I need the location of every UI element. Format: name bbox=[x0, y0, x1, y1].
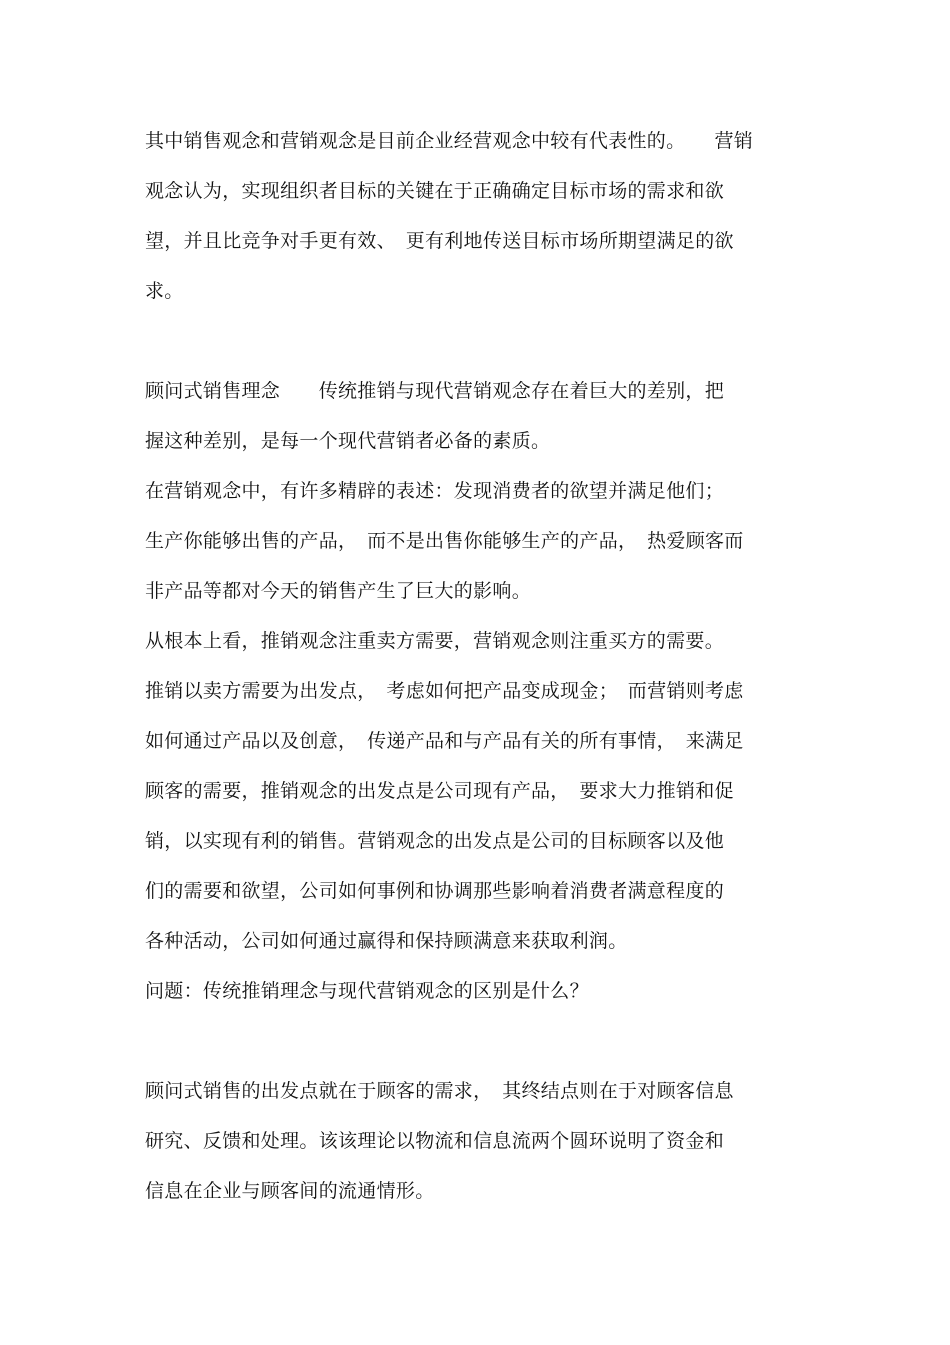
paragraph-3-line-3: 非产品等都对今天的销售产生了巨大的影响。 bbox=[145, 580, 532, 602]
paragraph-3-line-1: 在营销观念中，有许多精辟的表述：发现消费者的欲望并满足他们； bbox=[145, 480, 725, 502]
paragraph-4-line-1: 从根本上看，推销观念注重卖方需要，营销观念则注重买方的需要。 bbox=[145, 630, 725, 652]
question-line: 问题：传统推销理念与现代营销观念的区别是什么？ bbox=[145, 980, 589, 1002]
paragraph-5-line-2: 如何通过产品以及创意， 传递产品和与产品有关的所有事情， 来满足 bbox=[145, 730, 744, 752]
paragraph-6-line-3: 信息在企业与顾客间的流通情形。 bbox=[145, 1180, 435, 1202]
paragraph-5-line-1: 推销以卖方需要为出发点， 考虑如何把产品变成现金； 而营销则考虑 bbox=[145, 680, 744, 702]
paragraph-1-line-2: 观念认为，实现组织者目标的关键在于正确确定目标市场的需求和欲 bbox=[145, 180, 725, 202]
paragraph-6-line-1: 顾问式销售的出发点就在于顾客的需求， 其终结点则在于对顾客信息 bbox=[145, 1080, 734, 1102]
paragraph-1-line-3: 望，并且比竞争对手更有效、 更有利地传送目标市场所期望满足的欲 bbox=[145, 230, 734, 252]
paragraph-5-line-6: 各种活动，公司如何通过赢得和保持顾满意来获取利润。 bbox=[145, 930, 628, 952]
paragraph-5-line-5: 们的需要和欲望，公司如何事例和协调那些影响着消费者满意程度的 bbox=[145, 880, 725, 902]
paragraph-2-line-2: 握这种差别，是每一个现代营销者必备的素质。 bbox=[145, 430, 551, 452]
paragraph-6-line-2: 研究、反馈和处理。该该理论以物流和信息流两个圆环说明了资金和 bbox=[145, 1130, 725, 1152]
paragraph-2-line-1: 顾问式销售理念 传统推销与现代营销观念存在着巨大的差别，把 bbox=[145, 380, 725, 402]
paragraph-5-line-4: 销，以实现有利的销售。营销观念的出发点是公司的目标顾客以及他 bbox=[145, 830, 725, 852]
paragraph-1-line-1: 其中销售观念和营销观念是目前企业经营观念中较有代表性的。 营销 bbox=[145, 130, 754, 152]
paragraph-3-line-2: 生产你能够出售的产品， 而不是出售你能够生产的产品， 热爱顾客而 bbox=[145, 530, 744, 552]
paragraph-1-line-4: 求。 bbox=[145, 280, 184, 302]
paragraph-5-line-3: 顾客的需要，推销观念的出发点是公司现有产品， 要求大力推销和促 bbox=[145, 780, 734, 802]
